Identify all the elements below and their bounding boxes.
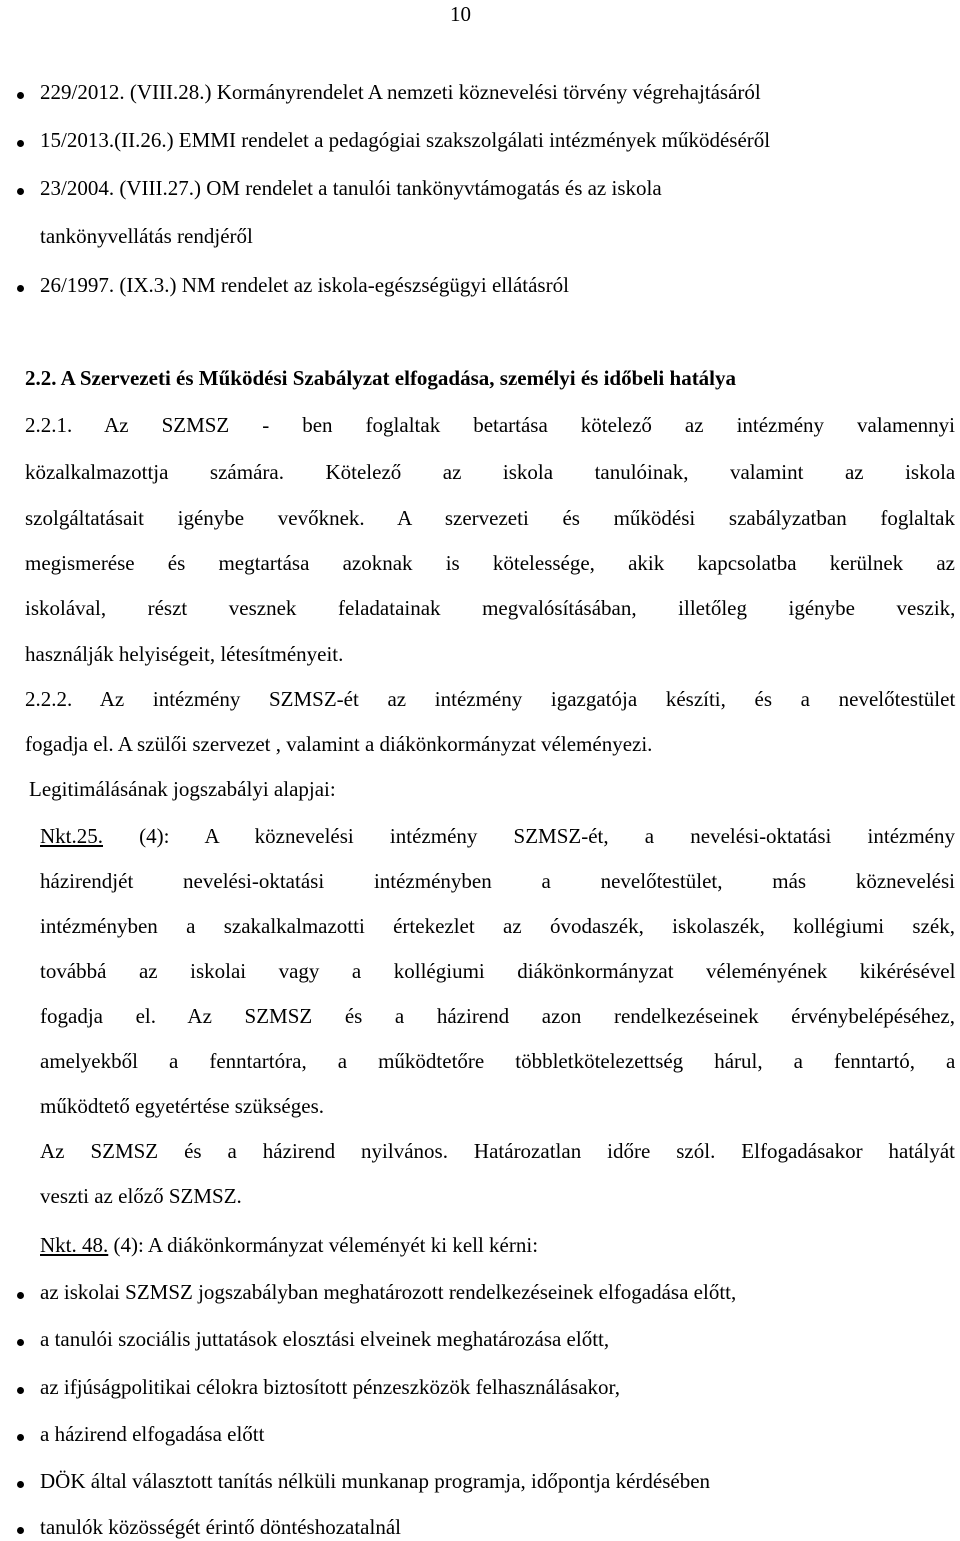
bullet-icon xyxy=(17,1527,24,1534)
paragraph-line: közalkalmazottja számára. Kötelező az iskola tanulóinak, valamint az iskola xyxy=(25,460,956,484)
list-item-text: 26/1997. (IX.3.) NM rendelet az iskola-egészségügyi ellátásról xyxy=(40,273,569,297)
paragraph-line: megismerése és megtartása azoknak is kötelessége, akik kapcsolatba kerülnek az xyxy=(25,551,955,575)
list-item-text: DÖK által választott tanítás nélküli munkanap programja, időpontja kérdésében xyxy=(40,1469,711,1493)
nkt25-line: amelyekből a fenntartóra, a működtetőre többletkötelezettség hárul, a fenntartó, a xyxy=(40,1049,956,1073)
list-item-text: a házirend elfogadása előtt xyxy=(40,1422,265,1446)
paragraph-line: iskolával, részt vesznek feladatainak megvalósításában, illetőleg igénybe veszik, xyxy=(25,596,956,620)
nkt25-first-line xyxy=(40,824,955,849)
paragraph-line: használják helyiségeit, létesítményeit. xyxy=(25,642,344,666)
list-item-text: az iskolai SZMSZ jogszabályban meghatározott rendelkezéseinek elfogadása előtt, xyxy=(40,1280,737,1304)
nkt25-line: működtető egyetértése szükséges. xyxy=(40,1094,324,1118)
nkt48-text: (4): A diákönkormányzat véleményét ki kell kérni: xyxy=(108,1233,539,1257)
nkt48-reference: Nkt. 48. xyxy=(40,1233,109,1257)
bullet-icon xyxy=(17,1339,24,1346)
paragraph-line: 2.2.1. Az SZMSZ - ben foglaltak betartása kötelező az intézmény valamennyi xyxy=(25,413,955,437)
nkt25-line: továbbá az iskolai vagy a kollégiumi diákönkormányzat véleményének kikérésével xyxy=(40,959,956,983)
nkt48-line xyxy=(40,1233,538,1258)
bullet-icon xyxy=(17,140,24,147)
section-heading: 2.2. A Szervezeti és Működési Szabályzat elfogadása, személyi és időbeli hatálya xyxy=(25,366,737,390)
nkt25-line: fogadja el. Az SZMSZ és a házirend azon rendelkezéseinek érvénybelépéséhez, xyxy=(40,1004,955,1028)
list-item-text: 15/2013.(II.26.) EMMI rendelet a pedagógiai szakszolgálati intézmények működéséről xyxy=(40,128,771,152)
bullet-icon xyxy=(17,1481,24,1488)
list-item-text: 229/2012. (VIII.28.) Kormányrendelet A nemzeti köznevelési törvény végrehajtásáról xyxy=(40,80,761,104)
list-item-text: tanulók közösségét érintő döntéshozatalnál xyxy=(40,1515,401,1539)
nkt25-reference: Nkt.25. xyxy=(40,824,103,848)
nkt25-line: intézményben a szakalkalmazotti értekezlet az óvodaszék, iskolaszék, kollégiumi szék, xyxy=(40,914,955,938)
bullet-icon xyxy=(17,1434,24,1441)
nkt25-text: (4): A köznevelési intézmény SZMSZ-ét, a nevelési-oktatási intézmény xyxy=(103,824,955,848)
legal-basis-title: Legitimálásának jogszabályi alapjai: xyxy=(29,777,336,801)
bullet-icon xyxy=(17,188,24,195)
list-item-text: 23/2004. (VIII.27.) OM rendelet a tanulói tankönyvtámogatás és az iskola xyxy=(40,176,662,200)
bullet-icon xyxy=(17,1292,24,1299)
list-item-text: tankönyvellátás rendjéről xyxy=(40,224,253,248)
list-item-text: a tanulói szociális juttatások elosztási elveinek meghatározása előtt, xyxy=(40,1327,610,1351)
public-line: veszti az előző SZMSZ. xyxy=(40,1184,242,1208)
bullet-icon xyxy=(17,92,24,99)
nkt25-line: házirendjét nevelési-oktatási intézményben a nevelőtestület, más köznevelési xyxy=(40,869,955,893)
bullet-icon xyxy=(17,1387,24,1394)
public-line: Az SZMSZ és a házirend nyilvános. Határozatlan időre szól. Elfogadásakor hatályát xyxy=(40,1139,955,1163)
paragraph-line: szolgáltatásait igénybe vevőknek. A szervezeti és működési szabályzatban foglaltak xyxy=(25,506,955,530)
paragraph-line: 2.2.2. Az intézmény SZMSZ-ét az intézmény igazgatója készíti, és a nevelőtestület xyxy=(25,687,956,711)
list-item-text: az ifjúságpolitikai célokra biztosított pénzeszközök felhasználásakor, xyxy=(40,1375,620,1399)
page-number: 10 xyxy=(450,2,471,26)
bullet-icon xyxy=(17,285,24,292)
paragraph-line: fogadja el. A szülői szervezet , valamint a diákönkormányzat véleményezi. xyxy=(25,732,653,756)
